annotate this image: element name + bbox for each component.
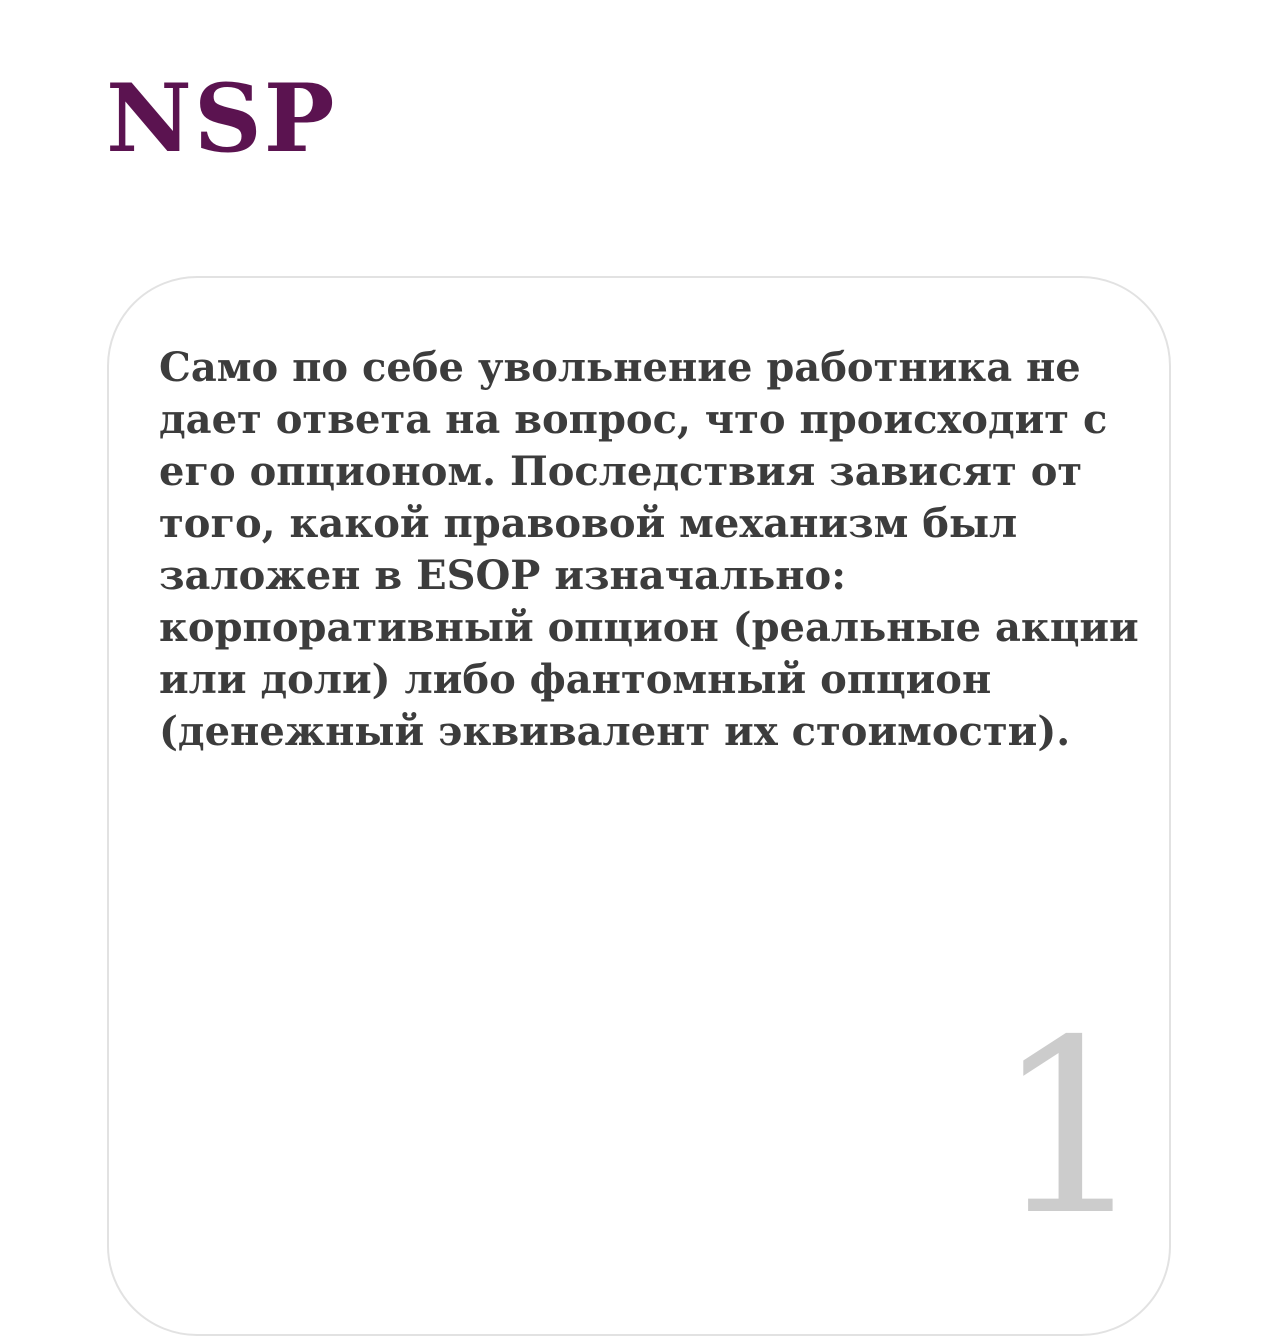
card-text-line: или доли) либо фантомный опцион xyxy=(159,656,992,703)
card-text-line: дает ответа на вопрос, что происходит с xyxy=(159,396,1108,443)
page-number: 1 xyxy=(994,988,1147,1268)
content-card xyxy=(107,276,1171,1336)
card-text-line: (денежный эквивалент их стоимости). xyxy=(159,708,1071,755)
card-text-line: корпоративный опцион (реальные акции xyxy=(159,604,1139,651)
card-body-text xyxy=(159,342,1139,758)
card-text-line: Само по себе увольнение работника не xyxy=(159,344,1081,391)
card-text-line: того, какой правовой механизм был xyxy=(159,500,1018,547)
nsp-logo: NSP xyxy=(106,64,337,174)
card-text-line: его опционом. Последствия зависят от xyxy=(159,448,1083,495)
card-text-line: заложен в ESOP изначально: xyxy=(159,552,846,599)
